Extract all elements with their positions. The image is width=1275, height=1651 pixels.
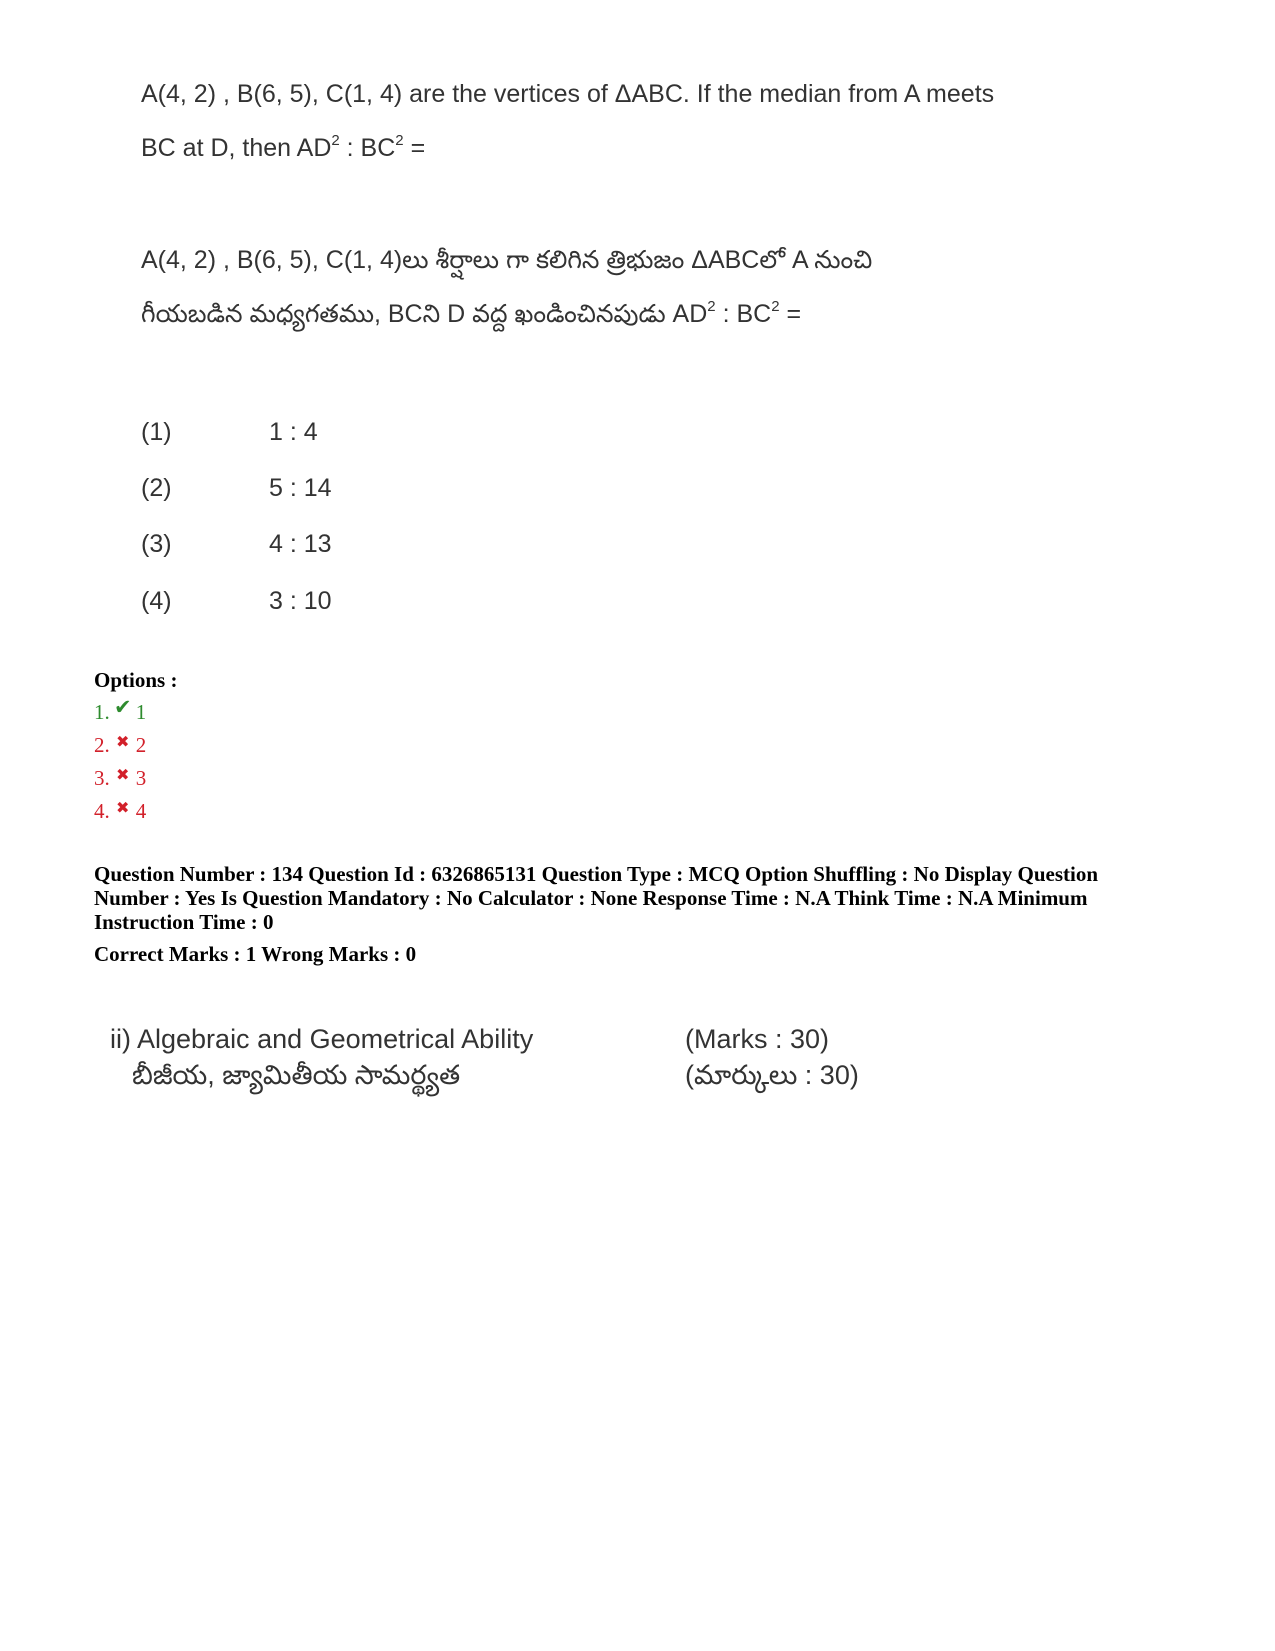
question-english-text-1: A(4, 2) , B(6, 5), C(1, 4) are the vertices of ΔABC. If the median from A meets	[141, 80, 995, 108]
answer-option-1	[94, 695, 147, 725]
answer-option-2	[94, 733, 146, 758]
question-telugu-text-1: A(4, 2) , B(6, 5), C(1, 4)లు శీర్షాలు గా కలిగిన త్రిభుజం ΔABCలో A నుంచి	[141, 246, 873, 274]
question-english-line-2	[141, 131, 426, 163]
question-english-line-1	[141, 80, 994, 109]
choice-4	[141, 587, 332, 616]
superscript-2: 2	[331, 131, 340, 149]
question-telugu-line-1	[141, 246, 872, 281]
choice-value: 1 : 4	[269, 418, 318, 446]
question-telugu-line-2	[141, 297, 802, 335]
checkmark-icon: ✔	[113, 695, 132, 719]
answer-label: 1	[135, 700, 147, 724]
superscript-2: 2	[707, 297, 716, 315]
superscript-2: 2	[771, 297, 780, 315]
answer-index: 1.	[94, 700, 110, 724]
question-meta-line-2: Number : Yes Is Question Mandatory : No Calculator : None Response Time : N.A Think Time : N.A Minimum	[94, 886, 1088, 910]
options-heading: Options :	[94, 668, 178, 692]
section-title-english: ii) Algebraic and Geometrical Ability	[110, 1024, 534, 1054]
answer-index: 4.	[94, 799, 110, 823]
cross-icon: ✖	[116, 767, 130, 784]
question-meta-line-1: Question Number : 134 Question Id : 6326865131 Question Type : MCQ Option Shuffling : No Display Question	[94, 862, 1099, 886]
section-marks-english: (Marks : 30)	[685, 1024, 830, 1054]
section-marks-telugu: (మార్కులు : 30)	[685, 1060, 859, 1090]
choice-value: 4 : 13	[269, 530, 332, 558]
choice-3	[141, 530, 332, 559]
choice-number: (2)	[141, 474, 172, 502]
answer-index: 2.	[94, 733, 110, 757]
choice-value: 5 : 14	[269, 474, 332, 502]
question-english-text-2a: BC at D, then AD	[141, 134, 332, 162]
answer-label: 3	[135, 766, 147, 790]
section-title-telugu: బీజీయ, జ్యామితీయ సామర్థ్యత	[132, 1060, 461, 1090]
choice-number: (4)	[141, 587, 172, 615]
choice-number: (3)	[141, 530, 172, 558]
choice-1	[141, 418, 318, 447]
question-telugu-text-2c: =	[779, 300, 802, 328]
marks-info: Correct Marks : 1 Wrong Marks : 0	[94, 942, 417, 966]
choice-number: (1)	[141, 418, 172, 446]
cross-icon: ✖	[116, 800, 130, 817]
question-telugu-text-2b: : BC	[715, 300, 772, 328]
answer-index: 3.	[94, 766, 110, 790]
cross-icon: ✖	[116, 734, 130, 751]
choice-value: 3 : 10	[269, 587, 332, 615]
question-english-text-2c: =	[403, 134, 426, 162]
question-meta-line-3: Instruction Time : 0	[94, 910, 274, 934]
answer-label: 2	[135, 733, 147, 757]
answer-label: 4	[135, 799, 147, 823]
superscript-2: 2	[395, 131, 404, 149]
answer-option-3	[94, 766, 146, 791]
question-meta	[94, 862, 1098, 934]
choice-2	[141, 474, 332, 503]
question-english-text-2b: : BC	[339, 134, 396, 162]
answer-option-4	[94, 799, 146, 824]
question-telugu-text-2a: గీయబడిన మధ్యగతము, BCని D వద్ద ఖండించినపుడు AD	[141, 300, 708, 328]
